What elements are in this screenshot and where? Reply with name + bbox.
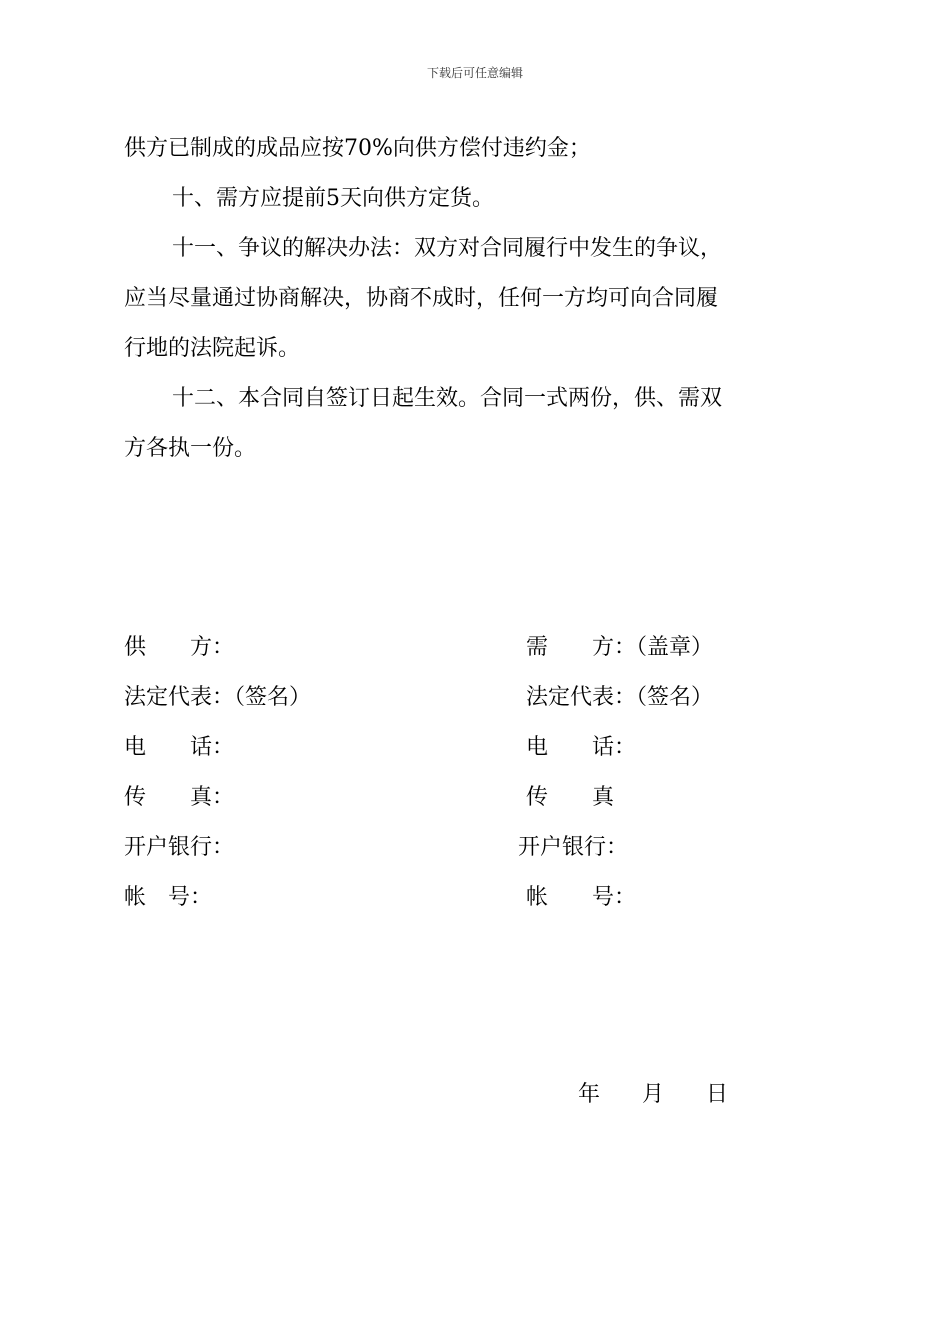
buyer-phone-label: 电 话： [526, 735, 637, 760]
paragraph-clause-12-line2: 方各执一份。 [124, 436, 257, 461]
date-year-label: 年 [578, 1082, 601, 1107]
date-day-label: 日 [706, 1082, 729, 1107]
buyer-account-label: 帐 号： [526, 885, 637, 910]
supplier-bank-label: 开户银行： [124, 835, 235, 860]
paragraph-clause-11-line2: 应当尽量通过协商解决，协商不成时，任何一方均可向合同履 [124, 286, 719, 311]
date-month-label: 月 [642, 1082, 665, 1107]
buyer-fax-label: 传 真 [526, 785, 615, 810]
supplier-rep-label: 法定代表：（签名） [124, 685, 312, 710]
supplier-phone-label: 电 话： [124, 735, 235, 760]
supplier-fax-label: 传 真： [124, 785, 235, 810]
buyer-rep-label: 法定代表：（签名） [526, 685, 714, 710]
supplier-account-label: 帐 号： [124, 885, 213, 910]
supplier-party-label: 供 方： [124, 635, 235, 660]
paragraph-clause-12-line1: 十二、本合同自签订日起生效。合同一式两份，供、需双 [172, 386, 723, 411]
paragraph-clause-10: 十、需方应提前5天向供方定货。 [172, 186, 494, 211]
paragraph-clause-11-line1: 十一、争议的解决办法：双方对合同履行中发生的争议， [172, 236, 723, 261]
buyer-bank-label: 开户银行： [518, 835, 629, 860]
paragraph-penalty: 供方已制成的成品应按70%向供方偿付违约金； [124, 136, 591, 161]
buyer-party-label: 需 方：（盖章） [526, 635, 714, 660]
page-header-note: 下载后可任意编辑 [426, 66, 523, 80]
paragraph-clause-11-line3: 行地的法院起诉。 [124, 336, 301, 361]
